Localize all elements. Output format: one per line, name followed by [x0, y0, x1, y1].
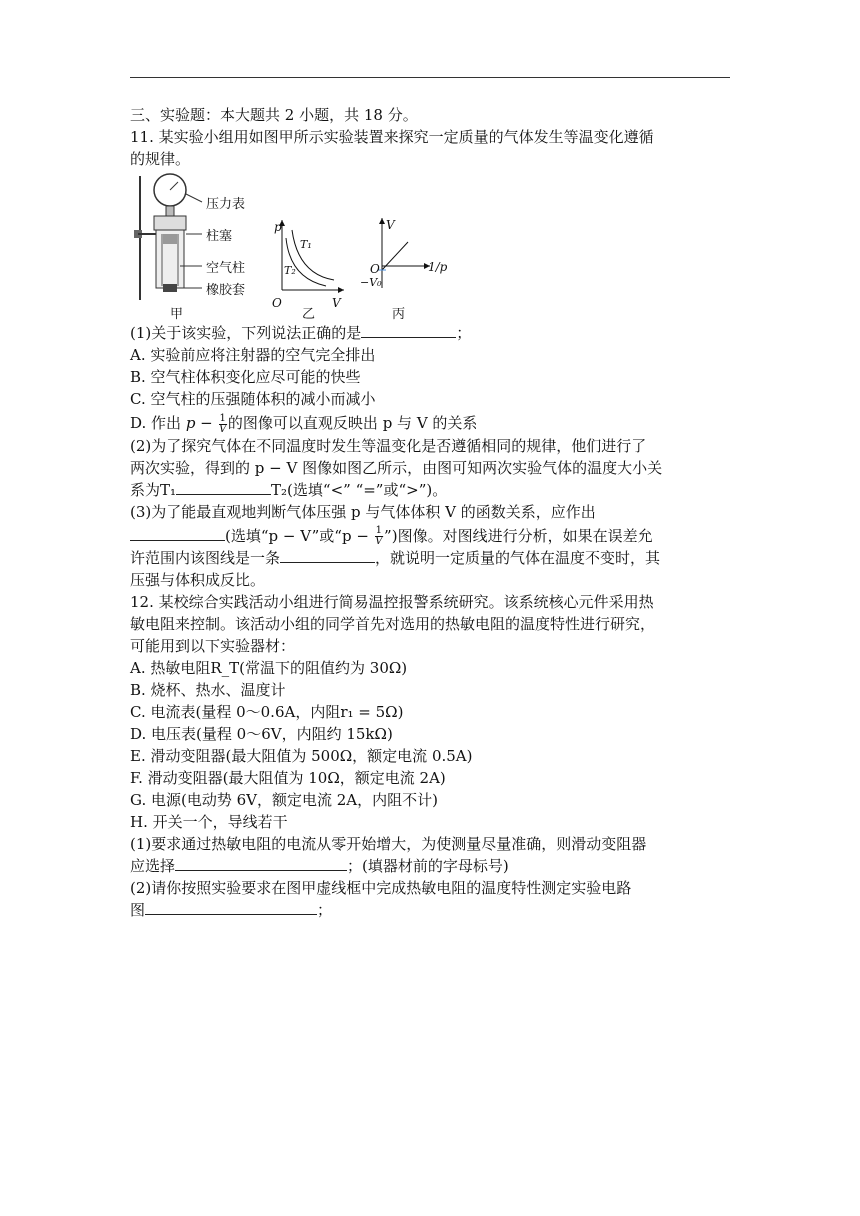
- caption-yi: 乙: [302, 307, 316, 322]
- q11-option-b: B. 空气柱体积变化应尽可能的快些: [130, 368, 361, 386]
- q11-part3-2: (选填“p − V”或“p − $\frac{1}{V}$ ”)图像。对图线进行分析，如果在误差允: [130, 525, 730, 548]
- q11-option-d: D. 作出 p − $\frac{1}{V}$ 的图像可以直观反映出 p 与 V 的关系: [130, 412, 478, 435]
- label-air-column: 空气柱: [206, 261, 246, 276]
- q12-part1-2: 应选择 ；(填器材前的字母标号): [130, 857, 509, 875]
- bing-x-axis: 1/p: [428, 260, 448, 274]
- q12-item-b: B. 烧杯、热水、温度计: [130, 681, 286, 699]
- q11-part3-1: (3)为了能最直观地判断气体压强 p 与气体体积 V 的函数关系，应作出: [130, 502, 596, 521]
- q12-item-c: C. 电流表(量程 0～0.6A，内阻r₁ = 5Ω): [130, 703, 404, 721]
- section-title: 三、实验题：本大题共 2 小题，共 18 分。: [130, 106, 418, 124]
- q11-stem-1: 11. 某实验小组用如图甲所示实验装置来探究一定质量的气体发生等温变化遵循: [130, 128, 654, 146]
- header-rule: [130, 77, 730, 78]
- yi-x-axis: V: [332, 296, 341, 310]
- q12-stem-1: 12. 某校综合实践活动小组进行简易温控报警系统研究。该系统核心元件采用热: [130, 593, 654, 611]
- q12-part2-1: (2)请你按照实验要求在图甲虚线框中完成热敏电阻的温度特性测定实验电路: [130, 879, 632, 897]
- bing-intercept: −V₀: [360, 276, 382, 289]
- q11-option-a: A. 实验前应将注射器的空气完全排出: [130, 346, 376, 364]
- yi-t1: T₁: [300, 238, 312, 251]
- fraction-1-over-v: $\frac{1}{V}$: [219, 412, 227, 435]
- answer-blank[interactable]: [176, 479, 271, 495]
- q11-part2-3: 系为T₁ T₂(选填“<” “=”或“>”)。: [130, 480, 448, 499]
- label-gauge: 压力表: [206, 197, 246, 212]
- q12-item-h: H. 开关一个，导线若干: [130, 813, 288, 831]
- yi-y-axis: p: [274, 220, 282, 234]
- q11-part3-3: 许范围内该图线是一条 ，就说明一定质量的气体在温度不变时，其: [130, 549, 661, 567]
- fraction-1-over-v: $\frac{1}{V}$: [375, 525, 383, 547]
- q11-part2-2: 两次实验，得到的 p − V 图像如图乙所示，由图可知两次实验气体的温度大小关: [130, 458, 663, 477]
- q12-stem-3: 可能用到以下实验器材：: [130, 637, 296, 655]
- q11-stem-2: 的规律。: [130, 150, 191, 168]
- caption-bing: 丙: [392, 307, 406, 322]
- q12-item-e: E. 滑动变阻器(最大阻值为 500Ω，额定电流 0.5A): [130, 747, 473, 765]
- answer-blank[interactable]: [145, 899, 317, 915]
- q11-figures: [130, 172, 730, 322]
- q11-part2-1: (2)为了探究气体在不同温度时发生等温变化是否遵循相同的规律，他们进行了: [130, 436, 647, 455]
- q12-part2-2: 图 ；: [130, 901, 333, 919]
- answer-blank[interactable]: [175, 855, 347, 871]
- q12-part1-1: (1)要求通过热敏电阻的电流从零开始增大，为使测量尽量准确，则滑动变阻器: [130, 835, 647, 853]
- q12-item-a: A. 热敏电阻R_T(常温下的阻值约为 30Ω): [130, 659, 408, 677]
- q12-item-d: D. 电压表(量程 0～6V，内阻约 15kΩ): [130, 725, 393, 743]
- yi-origin: O: [272, 296, 282, 310]
- label-rubber-cap: 橡胶套: [206, 283, 246, 298]
- answer-blank[interactable]: [280, 547, 375, 563]
- caption-jia: 甲: [170, 307, 184, 322]
- document-body: [130, 104, 730, 921]
- q11-part3-4: 压强与体积成反比。: [130, 571, 266, 589]
- q11-part1: (1)关于该实验，下列说法正确的是 ；: [130, 324, 472, 342]
- bing-y-axis: V: [386, 218, 395, 232]
- yi-t2: T₂: [284, 264, 296, 277]
- bing-origin: O: [370, 262, 380, 276]
- q12-item-f: F. 滑动变阻器(最大阻值为 10Ω，额定电流 2A): [130, 769, 446, 787]
- answer-blank[interactable]: [130, 525, 225, 541]
- q12-item-g: G. 电源(电动势 6V，额定电流 2A，内阻不计): [130, 791, 438, 809]
- q11-option-c: C. 空气柱的压强随体积的减小而减小: [130, 390, 376, 408]
- label-plunger: 柱塞: [206, 229, 233, 244]
- q12-stem-2: 敏电阻来控制。该活动小组的同学首先对选用的热敏电阻的温度特性进行研究，: [130, 615, 656, 633]
- answer-blank[interactable]: [361, 322, 456, 338]
